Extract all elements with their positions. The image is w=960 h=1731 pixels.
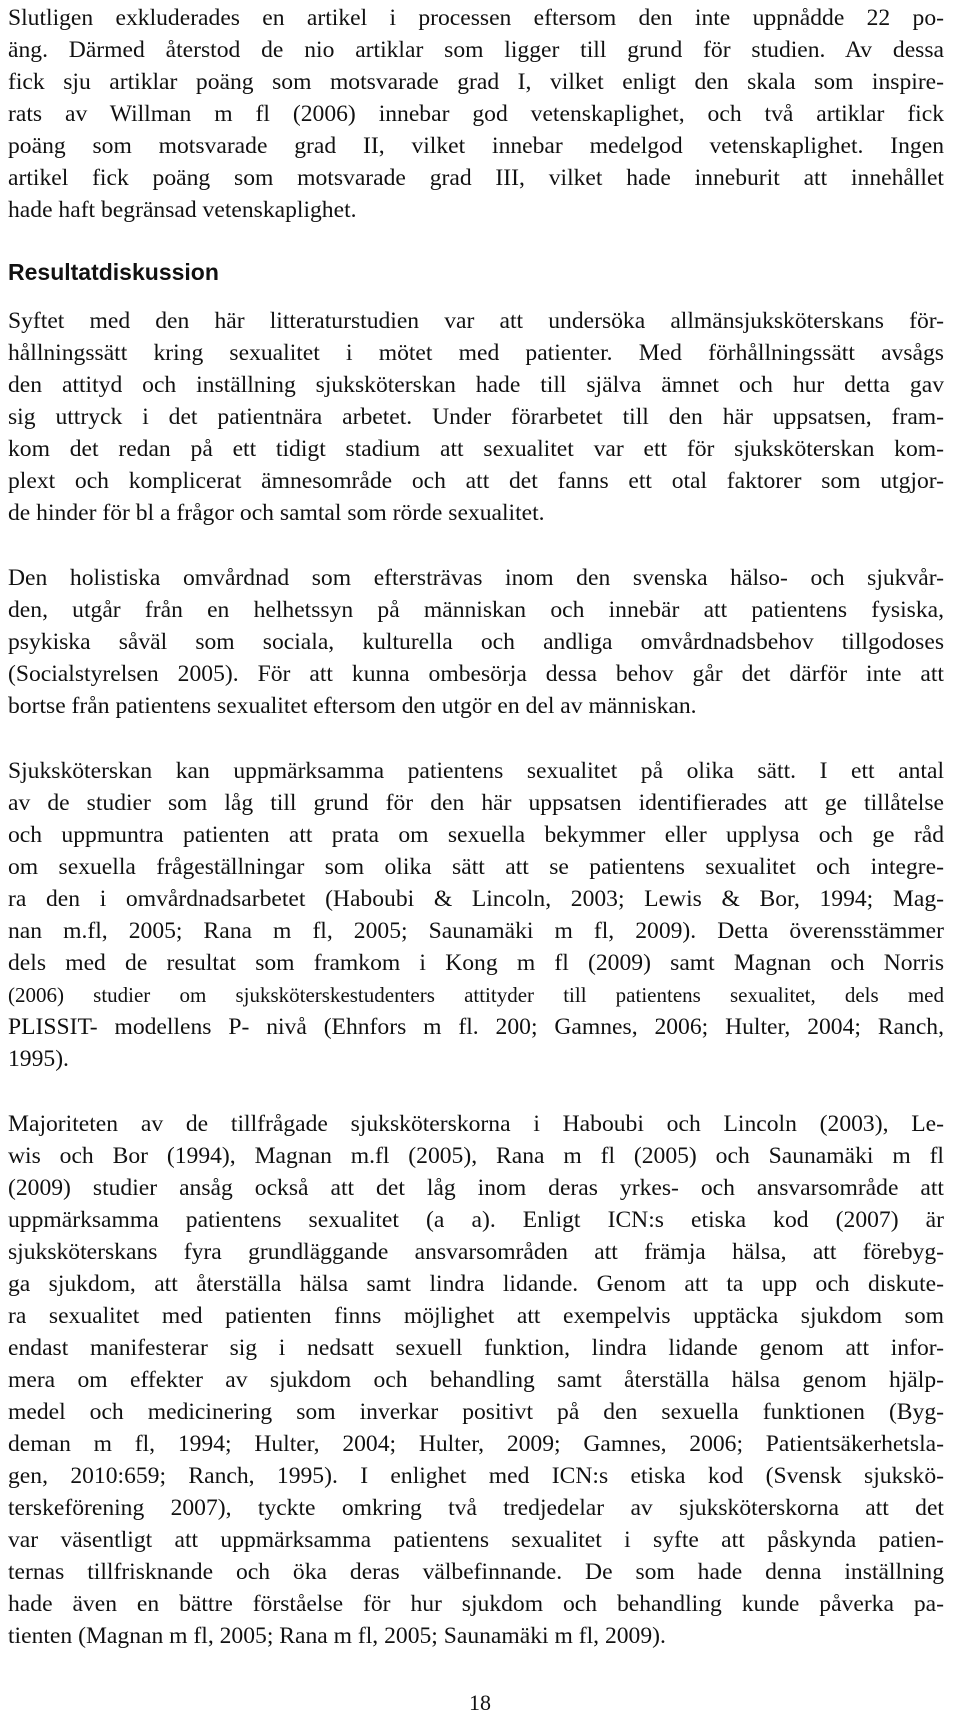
- text-line: Den holistiska omvårdnad som eftersträvas inom den svenska hälso- och sjukvår-: [8, 565, 944, 591]
- text-line: var väsentligt att uppmärksamma patientens sexualitet i syfte att påskynda patien-: [8, 1527, 944, 1553]
- text-line: ga sjukdom, att återställa hälsa samt lindra lidande. Genom att ta upp och diskute-: [8, 1271, 944, 1297]
- text-line: 1995).: [8, 1046, 69, 1072]
- text-line: den, utgår från en helhetssyn på människan och innebär att patientens fysiska,: [8, 597, 944, 623]
- text-line: Majoriteten av de tillfrågade sjuksköterskorna i Haboubi och Lincoln (2003), Le-: [8, 1111, 944, 1137]
- text-line: Sjuksköterskan kan uppmärksamma patientens sexualitet på olika sätt. I ett antal: [8, 758, 944, 784]
- text-line: medel och medicinering som inverkar positivt på den sexuella funktionen (Byg-: [8, 1399, 944, 1425]
- text-line: Syftet med den här litteraturstudien var att undersöka allmänsjuksköterskans för-: [8, 308, 944, 334]
- text-line: kom det redan på ett tidigt stadium att sexualitet var ett för sjuksköterskan kom-: [8, 436, 944, 462]
- text-line: de hinder för bl a frågor och samtal som rörde sexualitet.: [8, 500, 545, 526]
- page-number: 18: [469, 1690, 491, 1715]
- text-line: plext och komplicerat ämnesområde och att det fanns ett otal faktorer som utgjor-: [8, 468, 944, 494]
- text-line: hade haft begränsad vetenskaplighet.: [8, 197, 357, 223]
- text-line: (Socialstyrelsen 2005). För att kunna ombesörja dessa behov går det därför inte att: [8, 661, 944, 687]
- text-line: mera om effekter av sjukdom och behandling samt återställa hälsa genom hjälp-: [8, 1367, 944, 1393]
- text-line: av de studier som låg till grund för den här uppsatsen identifierades att ge tillåtelse: [8, 790, 944, 816]
- text-line: och uppmuntra patienten att prata om sexuella bekymmer eller upplysa och ge råd: [8, 822, 944, 848]
- text-line: den attityd och inställning sjuksköterskan hade till själva ämnet och hur detta gav: [8, 372, 944, 398]
- text-line: uppmärksamma patientens sexualitet (a a). Enligt ICN:s etiska kod (2007) är: [8, 1207, 944, 1233]
- text-line: PLISSIT- modellens P- nivå (Ehnfors m fl. 200; Gamnes, 2006; Hulter, 2004; Ranch,: [8, 1014, 944, 1040]
- text-line: ternas tillfrisknande och öka deras välbefinnande. De som hade denna inställning: [8, 1559, 944, 1585]
- text-line: äng. Därmed återstod de nio artiklar som ligger till grund för studien. Av dessa: [8, 37, 944, 63]
- text-line: dels med de resultat som framkom i Kong m fl (2009) samt Magnan och Norris: [8, 950, 944, 976]
- text-line: (2006) studier om sjuksköterskestudenters attityder till patientens sexualitet, dels med: [8, 983, 944, 1007]
- text-line: (2009) studier ansåg också att det låg inom deras yrkes- och ansvarsområde att: [8, 1175, 944, 1201]
- text-line: hade även en bättre förståelse för hur sjukdom och behandling kunde påverka pa-: [8, 1591, 944, 1617]
- text-line: gen, 2010:659; Ranch, 1995). I enlighet med ICN:s etiska kod (Svensk sjukskö-: [8, 1463, 944, 1489]
- text-line: terskeförening 2007), tyckte omkring två tredjedelar av sjuksköterskorna att det: [8, 1495, 944, 1521]
- text-line: om sexuella frågeställningar som olika sätt att se patientens sexualitet och integre-: [8, 854, 944, 880]
- text-line: psykiska såväl som sociala, kulturella och andliga omvårdnadsbehov tillgodoses: [8, 629, 944, 655]
- text-line: fick sju artiklar poäng som motsvarade grad I, vilket enligt den skala som inspire-: [8, 69, 944, 95]
- text-line: artikel fick poäng som motsvarade grad III, vilket hade inneburit att innehållet: [8, 165, 944, 191]
- text-line: Slutligen exkluderades en artikel i processen eftersom den inte uppnådde 22 po-: [8, 5, 944, 31]
- text-line: rats av Willman m fl (2006) innebar god vetenskaplighet, och två artiklar fick: [8, 101, 944, 127]
- text-line: ra sexualitet med patienten finns möjlighet att exempelvis upptäcka sjukdom som: [8, 1303, 944, 1329]
- section-heading: Resultatdiskussion: [8, 259, 219, 285]
- text-line: endast manifesterar sig i nedsatt sexuell funktion, lindra lidande genom att infor-: [8, 1335, 944, 1361]
- text-line: bortse från patientens sexualitet eftersom den utgör en del av människan.: [8, 693, 697, 719]
- text-line: sig uttryck i det patientnära arbetet. Under förarbetet till den här uppsatsen, fram-: [8, 404, 944, 430]
- text-line: tienten (Magnan m fl, 2005; Rana m fl, 2005; Saunamäki m fl, 2009).: [8, 1623, 666, 1649]
- text-line: sjuksköterskans fyra grundläggande ansvarsområden att främja hälsa, att förebyg-: [8, 1239, 944, 1265]
- text-line: hållningssätt kring sexualitet i mötet med patienter. Med förhållningssätt avsågs: [8, 340, 944, 366]
- text-line: wis och Bor (1994), Magnan m.fl (2005), Rana m fl (2005) och Saunamäki m fl: [8, 1143, 944, 1169]
- text-line: poäng som motsvarade grad II, vilket innebar medelgod vetenskaplighet. Ingen: [8, 133, 944, 159]
- text-line: nan m.fl, 2005; Rana m fl, 2005; Saunamäki m fl, 2009). Detta överensstämmer: [8, 918, 944, 944]
- text-line: ra den i omvårdnadsarbetet (Haboubi & Lincoln, 2003; Lewis & Bor, 1994; Mag-: [8, 886, 944, 912]
- text-line: deman m fl, 1994; Hulter, 2004; Hulter, 2009; Gamnes, 2006; Patientsäkerhetsla-: [8, 1431, 944, 1457]
